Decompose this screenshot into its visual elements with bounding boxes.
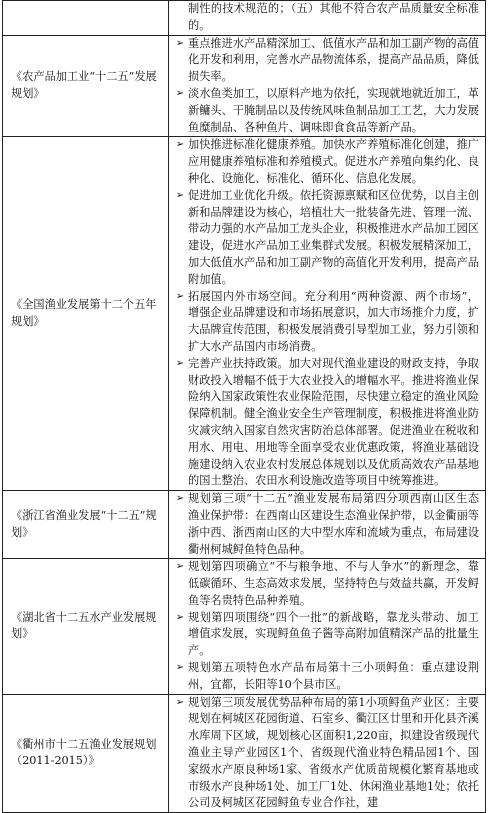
arrow-bullet-icon: ➢ <box>175 662 185 674</box>
list-item <box>172 36 479 86</box>
plan-name-cell: 《全国渔业发展第十二个五年规划》 <box>3 137 169 491</box>
arrow-bullet-icon: ➢ <box>175 139 185 151</box>
table-row <box>3 1 486 36</box>
list-item <box>172 491 479 558</box>
item-text: 规划第三项发展优势品种布局的第1小项鲟鱼产业区：主要规划在柯城区花园街道、石室乡、衢江区廿里和开化县齐溪水库周下区域，规划核心区面积1,220亩，拟建设省级现代渔业主导产业园区1个、省级现代渔业特色精品园1个、国家级水产原良种场1家、省级水产优质苗规模化繁育基地或市级水产良种场1处、加工厂1处、休闲渔业基地1处；依托公司及柯城区花园鲟鱼专业合作社，建 <box>188 695 479 810</box>
item-text: 拓展国内外市场空间。充分利用“两种资源、两个市场”，增强企业品牌建设和市场拓展意识，加大市场推介力度，扩大品牌宣传范围，积极发展消费引导型加工业，努力引领和扩大水产品国内市场消费。 <box>188 289 479 353</box>
table-row <box>3 694 486 813</box>
plan-content-cell <box>169 694 486 813</box>
list-item <box>172 695 479 813</box>
plan-name-cell: 《衢州市十二五渔业发展规划（2011-2015）》 <box>3 694 169 813</box>
plan-name-cell <box>3 1 169 36</box>
item-text: 规划第四项确立“不与粮争地、不与人争水”的新理念，靠低碳循环、生态高效求发展，坚持特色与效益共赢，开发鲟鱼等名贵特色品种养殖。 <box>188 560 479 607</box>
table-row <box>3 559 486 694</box>
list-item <box>172 137 479 187</box>
list-item <box>172 188 479 289</box>
list-item <box>172 356 479 490</box>
continuation-text: 制性的技术规范的；（五）其他不符合农产品质量安全标准的。 <box>188 2 479 32</box>
list-item <box>172 289 479 356</box>
item-text: 规划第四项围绕“四个一批”的新战略，靠龙头带动、加工增值求发展，实现鲟鱼鱼子酱等高附加值精深产品的批量生产。 <box>188 610 479 658</box>
arrow-bullet-icon: ➢ <box>175 189 185 201</box>
table-row <box>3 137 486 491</box>
arrow-bullet-icon: ➢ <box>175 87 185 99</box>
arrow-bullet-icon: ➢ <box>175 696 185 708</box>
list-item <box>172 86 479 136</box>
plan-content-cell <box>169 1 486 36</box>
item-text: 规划第三项“十二五”渔业发展布局第四分项西南山区生态渔业保护带：在西南山区建设生态渔业保护带，以金衢丽等浙中西、浙西南山区的大中型水库和流域为重点，布局建设衢州柯城鲟鱼特色品种。 <box>188 492 479 556</box>
arrow-bullet-icon: ➢ <box>175 357 185 369</box>
table-row <box>3 491 486 559</box>
plan-name-cell: 《湖北省十二五水产业发展规划》 <box>3 559 169 694</box>
plan-name-cell: 《农产品加工业“十二五”发展规划》 <box>3 35 169 137</box>
plan-content-cell <box>169 137 486 491</box>
item-text: 规划第五项特色水产品布局第十三小项鲟鱼：重点建设荆州，宜都，长阳等10个县市区。 <box>188 661 479 691</box>
plan-name-cell: 《浙江省渔业发展“十二五”规划》 <box>3 491 169 559</box>
arrow-bullet-icon: ➢ <box>175 611 185 623</box>
item-text: 淡水鱼类加工，以原料产地为依托，实现就地就近加工，革新鳙头、干腌制品以及传统风味鱼制品加工工艺，大力发展鱼糜制品、各种鱼片、调味即食食品等新产品。 <box>188 86 479 134</box>
arrow-bullet-icon: ➢ <box>175 290 185 302</box>
list-item <box>172 660 479 694</box>
table-row <box>3 35 486 137</box>
plan-content-cell <box>169 491 486 559</box>
policy-table <box>2 0 486 813</box>
list-item <box>172 610 479 660</box>
plan-content-cell <box>169 35 486 137</box>
arrow-bullet-icon: ➢ <box>175 37 185 49</box>
list-item <box>172 559 479 609</box>
arrow-bullet-icon: ➢ <box>175 561 185 573</box>
arrow-bullet-icon: ➢ <box>175 493 185 505</box>
item-text: 完善产业扶持政策。加大对现代渔业建设的财政支持，争取财政投入增幅不低于大农业投入的增幅水平。推进将渔业保险纳入国家政策性农业保险范围，尽快建立稳定的渔业风险保障机制。健全渔业安全生产管理制度，积极推进将渔业防灾减灾纳入国家自然灾害防治总体部署。促进渔业在税收和用水、用电、用地等全面享受农业优惠政策，将渔业基础设施建设纳入农业农村发展总体规划以及优质高效农产品基地的国土整治、农田水利设施改造等项目中统筹推进。 <box>188 356 479 488</box>
item-text: 加快推进标准化健康养殖。加快水产养殖标准化创建，推广应用健康养殖标准和养殖模式。促进水产养殖向集约化、良种化、设施化、标准化、循环化、信息化发展。 <box>188 138 479 185</box>
plan-content-cell <box>169 559 486 694</box>
item-text: 重点推进水产品精深加工、低值水产品和加工副产物的高值化开发和利用，完善水产品物流体系，提高产品品质，降低损失率。 <box>188 36 479 84</box>
item-text: 促进加工业优化升级。依托资源禀赋和区位优势，以自主创新和品牌建设为核心，培植壮大一批装备先进、管理一流、带动力强的水产品加工龙头企业，积极推进水产品加工园区建设，促进水产品加工业集群式发展。积极发展精深加工，加大低值水产品和加工副产物的高值化开发利用，提高产品附加值。 <box>188 188 479 286</box>
